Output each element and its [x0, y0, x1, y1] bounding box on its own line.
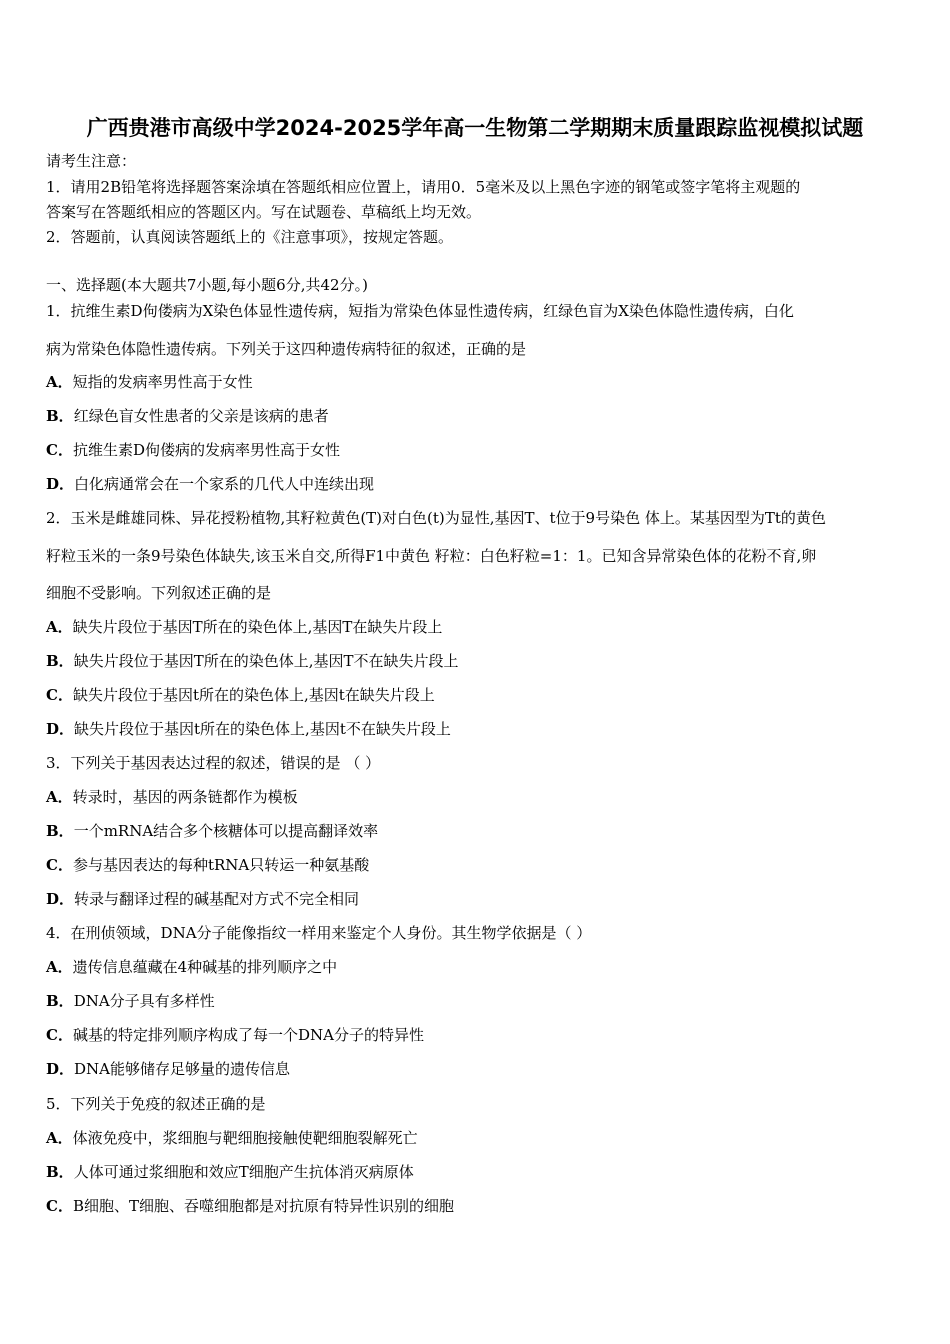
section-heading: 一、选择题(本大题共7小题,每小题6分,共42分。) — [46, 276, 368, 294]
option-d — [46, 889, 359, 909]
option-label: A． — [46, 958, 73, 976]
option-label: A． — [46, 373, 73, 391]
option-label: D． — [46, 890, 75, 908]
question-stem: 籽粒玉米的一条9号染色体缺失,该玉米自交,所得F1中黄色 籽粒：白色籽粒=1：1。已知含异常染色体的花粉不育,卵 — [46, 547, 817, 565]
option-d — [46, 719, 451, 739]
option-text: 红绿色盲女性患者的父亲是该病的患者 — [73, 407, 329, 425]
option-text: 碱基的特定排列顺序构成了每一个DNA分子的特异性 — [72, 1026, 424, 1044]
option-label: D． — [46, 1060, 75, 1078]
option-label: A． — [46, 618, 73, 636]
option-text: 缺失片段位于基因t所在的染色体上,基因t不在缺失片段上 — [74, 720, 451, 738]
option-a — [46, 617, 442, 637]
option-c — [46, 1025, 424, 1045]
option-text: DNA能够储存足够量的遗传信息 — [74, 1060, 291, 1078]
question-stem: 细胞不受影响。下列叙述正确的是 — [46, 584, 272, 602]
option-text: 短指的发病率男性高于女性 — [72, 373, 253, 391]
option-c — [46, 685, 435, 705]
option-c — [46, 1196, 454, 1216]
option-b — [46, 1162, 414, 1182]
option-a — [46, 957, 337, 977]
question-stem: 病为常染色体隐性遗传病。下列关于这四种遗传病特征的叙述，正确的是 — [46, 340, 527, 358]
notice-item: 答案写在答题纸相应的答题区内。写在试题卷、草稿纸上均无效。 — [46, 203, 482, 221]
notice-item: 1．请用2B铅笔将选择题答案涂填在答题纸相应位置上，请用0．5毫米及以上黑色字迹的钢笔或签字笔将主观题的 — [46, 178, 801, 196]
option-text: 参与基因表达的每种tRNA只转运一种氨基酸 — [72, 856, 370, 874]
option-label: B． — [46, 992, 74, 1010]
option-text: 缺失片段位于基因T所在的染色体上,基因T在缺失片段上 — [72, 618, 443, 636]
option-label: C． — [46, 856, 73, 874]
option-text: 缺失片段位于基因t所在的染色体上,基因t在缺失片段上 — [72, 686, 435, 704]
question-stem: 1．抗维生素D佝偻病为X染色体显性遗传病，短指为常染色体显性遗传病，红绿色盲为X染色体隐性遗传病，白化 — [46, 302, 794, 320]
option-label: D． — [46, 720, 75, 738]
option-text: B细胞、T细胞、吞噬细胞都是对抗原有特异性识别的细胞 — [72, 1197, 454, 1215]
question-stem: 3．下列关于基因表达过程的叙述，错误的是 （ ） — [46, 754, 381, 772]
option-c — [46, 855, 369, 875]
option-d — [46, 474, 374, 494]
option-label: D． — [46, 475, 75, 493]
exam-title: 广西贵港市高级中学2024-2025学年高一生物第二学期期末质量跟踪监视模拟试题 — [86, 116, 864, 140]
option-c — [46, 440, 340, 460]
option-label: B． — [46, 1163, 74, 1181]
option-b — [46, 406, 329, 426]
option-label: B． — [46, 822, 74, 840]
option-d — [46, 1059, 290, 1079]
notice-item: 2．答题前，认真阅读答题纸上的《注意事项》，按规定答题。 — [46, 228, 454, 246]
option-b — [46, 821, 378, 841]
option-label: C． — [46, 1026, 73, 1044]
option-b — [46, 651, 458, 671]
option-text: 转录时，基因的两条链都作为模板 — [72, 788, 298, 806]
option-label: B． — [46, 407, 74, 425]
option-label: A． — [46, 788, 73, 806]
option-text: 白化病通常会在一个家系的几代人中连续出现 — [74, 475, 375, 493]
question-stem: 4．在刑侦领域，DNA分子能像指纹一样用来鉴定个人身份。其生物学依据是（ ） — [46, 924, 592, 942]
option-text: 缺失片段位于基因T所在的染色体上,基因T不在缺失片段上 — [73, 652, 459, 670]
notice-heading: 请考生注意： — [46, 152, 137, 170]
option-label: C． — [46, 441, 73, 459]
option-text: 一个mRNA结合多个核糖体可以提高翻译效率 — [73, 822, 379, 840]
option-a — [46, 787, 298, 807]
option-label: C． — [46, 1197, 73, 1215]
option-text: 遗传信息蕴藏在4种碱基的排列顺序之中 — [72, 958, 338, 976]
question-stem: 5．下列关于免疫的叙述正确的是 — [46, 1095, 266, 1113]
option-text: DNA分子具有多样性 — [73, 992, 215, 1010]
option-text: 人体可通过浆细胞和效应T细胞产生抗体消灭病原体 — [73, 1163, 414, 1181]
question-stem: 2．玉米是雌雄同株、异花授粉植物,其籽粒黄色(T)对白色(t)为显性,基因T、t位于9号染色 体上。某基因型为Tt的黄色 — [46, 509, 826, 527]
option-text: 转录与翻译过程的碱基配对方式不完全相同 — [74, 890, 360, 908]
option-text: 体液免疫中，浆细胞与靶细胞接触使靶细胞裂解死亡 — [72, 1129, 418, 1147]
option-label: C． — [46, 686, 73, 704]
option-b — [46, 991, 215, 1011]
option-a — [46, 1128, 418, 1148]
option-label: B． — [46, 652, 74, 670]
option-a — [46, 372, 253, 392]
option-label: A． — [46, 1129, 73, 1147]
option-text: 抗维生素D佝偻病的发病率男性高于女性 — [72, 441, 340, 459]
